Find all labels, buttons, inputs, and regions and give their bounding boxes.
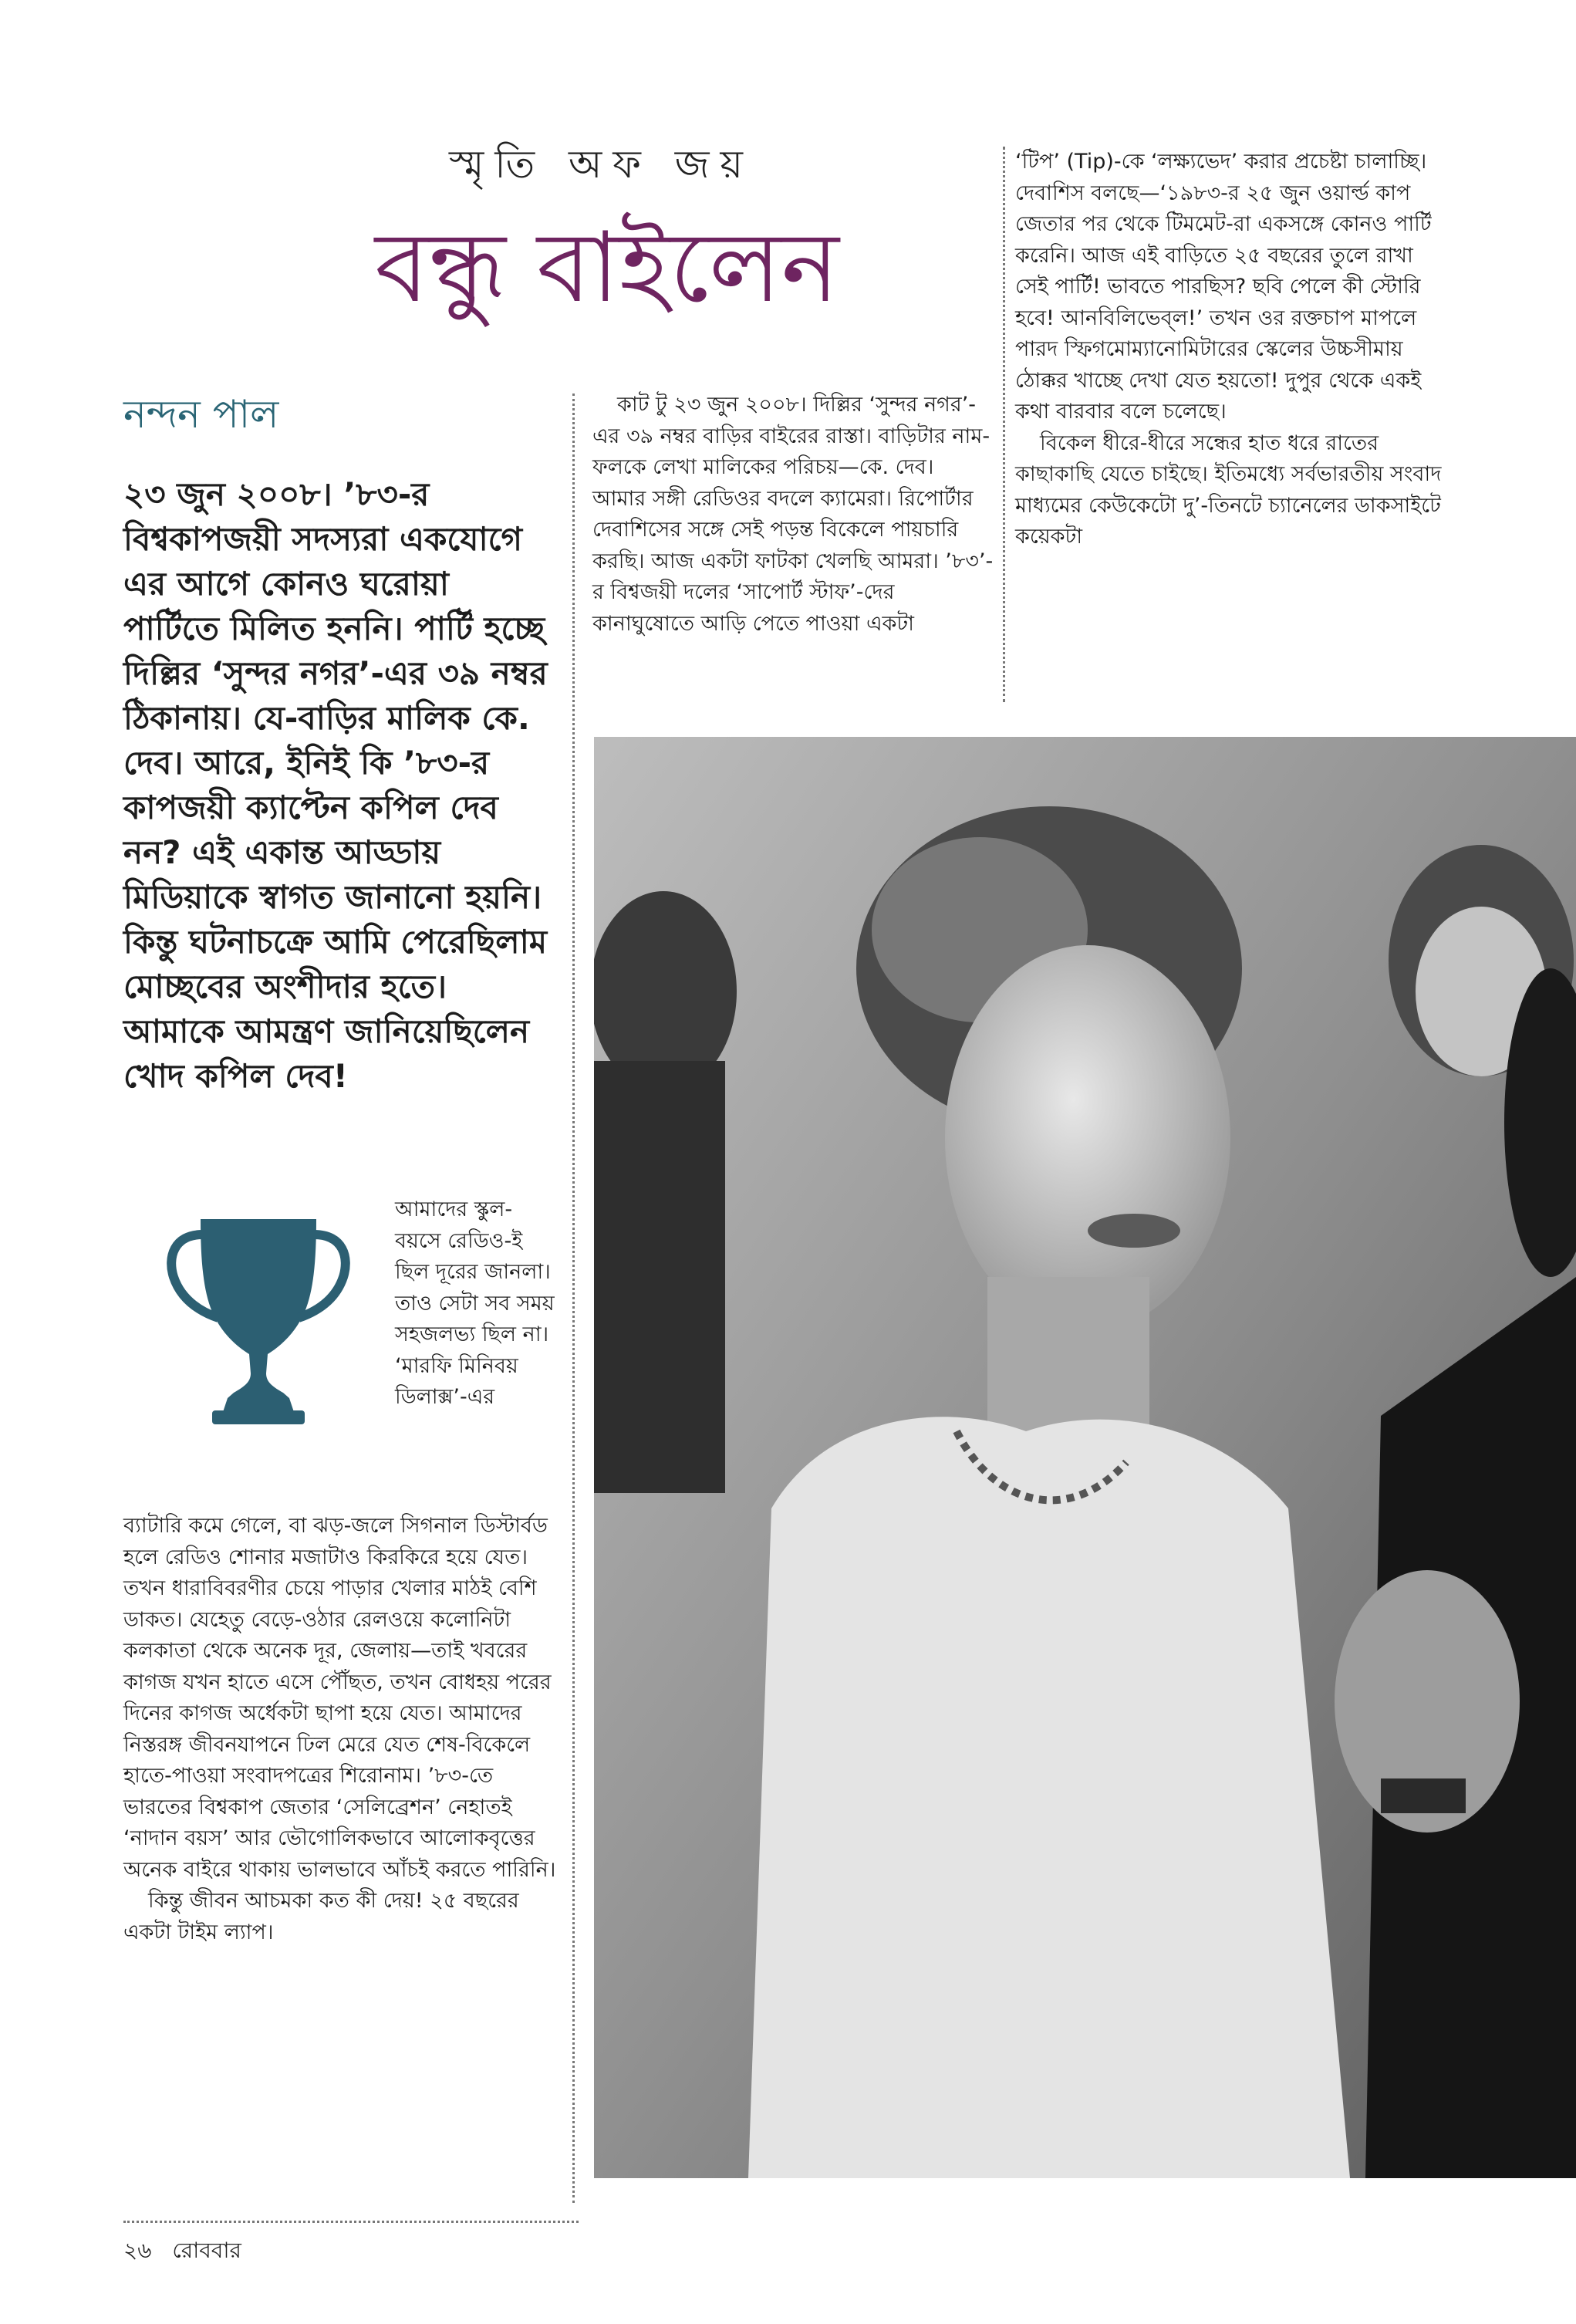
middle-paragraph: কাট টু ২৩ জুন ২০০৮। দিল্লির ‘সুন্দর নগর’-এর ৩৯ নম্বর বাড়ির বাইরের রাস্তা। বাড়িটার নাম-ফলকে লেখা মালিকের পরিচয়—কে. দেব। আমার সঙ্গী রেডিওর বদলে ক্যামেরা। রিপোর্টার দেবাশিসের সঙ্গে সেই পড়ন্ত বিকেলে পায়চারি করছি। আজ একটা ফাটকা খেলছি আমরা। ’৮৩’-র বিশ্বজয়ী দলের ‘সাপোর্ট স্টাফ’-দের কানাঘুষোতে আড়ি পেতে পাওয়া একটা	[592, 393, 994, 636]
right-paragraph-1: ‘টিপ’ (Tip)-কে ‘লক্ষ্যভেদ’ করার প্রচেষ্টা চালাচ্ছি। দেবাশিস বলছে—‘১৯৮৩-র ২৫ জুন ওয়ার্ল্ড কাপ জেতার পর থেকে টিমমেট-রা একসঙ্গে কোনও পার্টি করেনি। আজ এই বাড়িতে ২৫ বছরের তুলে রাখা সেই পার্টি! ভাবতে পারছিস? ছবি পেলে কী স্টোরি হবে! আনবিলিভেব্‌ল!’ তখন ওর রক্তচাপ মাপলে পারদ স্ফিগমোম্যানোমিটারের স্কেলের উচ্চসীমায় ঠোক্কর খাচ্ছে দেখা যেত হয়তো! দুপুর থেকে একই কথা বারবার বলে চলেছে।	[1015, 150, 1432, 424]
page-number: ২৬	[123, 2238, 152, 2263]
photo-illustration	[594, 737, 1576, 2178]
magazine-name: রোববার	[172, 2238, 241, 2263]
byline: নন্দন পাল	[123, 392, 279, 437]
page-footer	[123, 2234, 255, 2270]
left-paragraph-1: ব্যাটারি কমে গেলে, বা ঝড়-জলে সিগনাল ডিস্টার্বড হলে রেডিও শোনার মজাটাও কিরকিরে হয়ে যেত। তখন ধারাবিবরণীর চেয়ে পাড়ার খেলার মাঠই বেশি ডাকত। যেহেতু বেড়ে-ওঠার রেলওয়ে কলোনিটা কলকাতা থেকে অনেক দূর, জেলায়—তাই খবরের কাগজ যখন হাতে এসে পৌঁছত, তখন বোধহয় পরের দিনের কাগজ অর্ধেকটা ছাপা হয়ে যেত। আমাদের নিস্তরঙ্গ জীবনযাপনে ঢিল মেরে যেত শেষ-বিকেলে হাতে-পাওয়া সংবাদপত্রের শিরোনাম। ’৮৩-তে ভারতের বিশ্বকাপ জেতার ‘সেলিব্রেশন’ নেহাতই ‘নাদান বয়স’ আর ভৌগোলিকভাবে আলোকবৃত্তের অনেক বাইরে থাকায় ভালভাবে আঁচই করতে পারিনি।	[123, 1514, 556, 1882]
intro-paragraph: ২৩ জুন ২০০৮। ’৮৩-র বিশ্বকাপজয়ী সদস্যরা একযোগে এর আগে কোনও ঘরোয়া পার্টিতে মিলিত হননি। পার্টি হচ্ছে দিল্লির ‘সুন্দর নগর’-এর ৩৯ নম্বর ঠিকানায়। যে-বাড়ির মালিক কে. দেব। আরে, ইনিই কি ’৮৩-র কাপজয়ী ক্যাপ্টেন কপিল দেব নন? এই একান্ত আড্ডায় মিডিয়াকে স্বাগত জানানো হয়নি। কিন্তু ঘটনাচক্রে আমি পেরেছিলাম মোচ্ছবের অংশীদার হতে। আমাকে আমন্ত্রণ জানিয়েছিলেন খোদ কপিল দেব!	[123, 475, 548, 1095]
middle-column	[592, 390, 994, 640]
left-paragraph-2: কিন্তু জীবন আচমকা কত কী দেয়! ২৫ বছরের একটা টাইম ল্যাপ।	[123, 1889, 519, 1944]
trophy-icon	[158, 1204, 359, 1435]
left-column	[123, 1511, 563, 1948]
column-rule	[572, 394, 575, 2203]
news-photo	[594, 737, 1576, 2178]
column-rule	[1003, 147, 1005, 702]
headline: বন্ধু বাইলেন	[375, 211, 839, 324]
right-paragraph-2: বিকেল ধীরে-ধীরে সন্ধের হাত ধরে রাতের কাছাকাছি যেতে চাইছে। ইতিমধ্যে সর্বভারতীয় সংবাদ মাধ্যমের কেউকেটো দু’-তিনটে চ্যানেলের ডাকসাইটে কয়েকটা	[1015, 431, 1442, 549]
column-rule	[123, 2221, 579, 2223]
sidebar-text: আমাদের স্কুল-বয়সে রেডিও-ই ছিল দূরের জানলা। তাও সেটা সব সময় সহজলভ্য ছিল না। ‘মারফি মিনিবয় ডিলাক্স’-এর	[395, 1197, 555, 1409]
kicker: স্মৃতি অফ জয়	[449, 142, 754, 187]
right-column	[1015, 147, 1447, 553]
